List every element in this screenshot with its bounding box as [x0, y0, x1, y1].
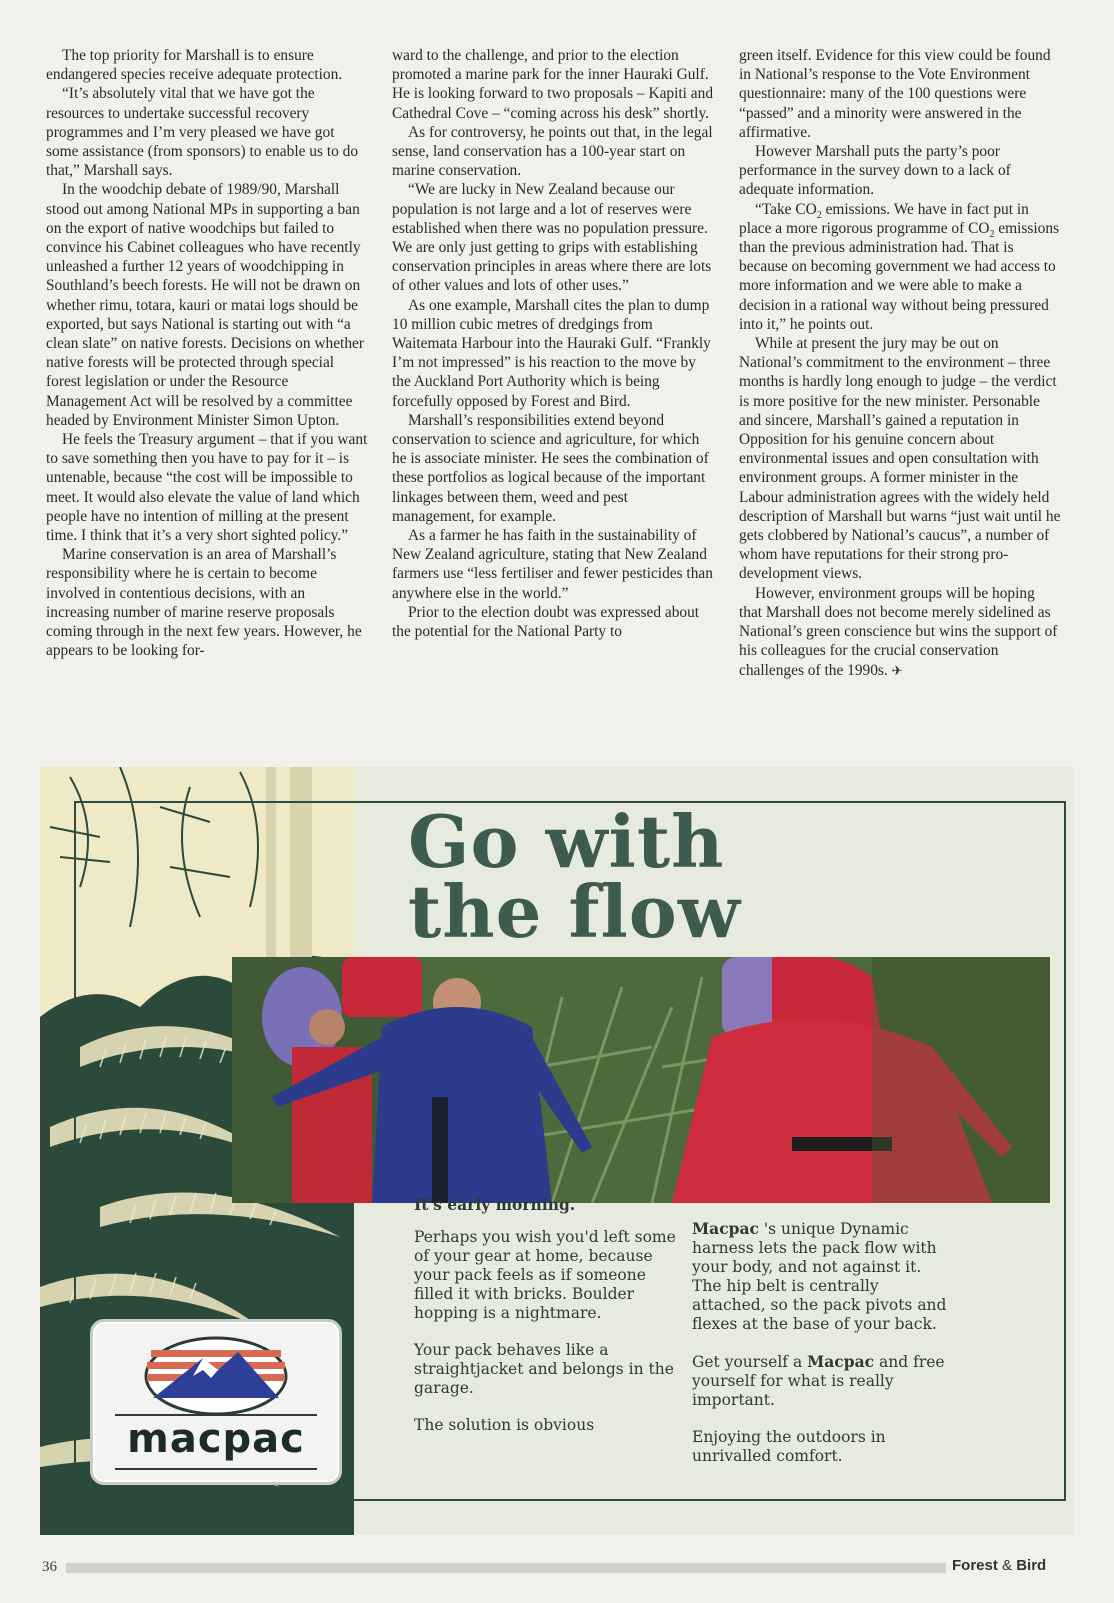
hikers-in-rain-icon — [232, 957, 1050, 1203]
article-paragraph: As one example, Marshall cites the plan to dump 10 million cubic metres of dredgings from Waitemata Harbour into the Hauraki Gulf. “Frankly I’m not impressed” is his reaction to the move by the Auckland Port Authority which is being forcefully opposed by Forest and Bird. — [392, 296, 711, 410]
article-column-1 — [46, 46, 368, 661]
subscript: 2 — [816, 209, 822, 221]
logo-wordmark: macpac — [127, 1416, 305, 1462]
ad-copy-right — [692, 1219, 954, 1484]
article-paragraph: While at present the jury may be out on National’s commitment to the environment – three months is hardly long enough to judge – the verdict is more positive for the new minister. Personable and sincere, Marshall’s gained a reputation in Opposition for his genuine concern about environmental issues and open consultation with environment groups. A former minister in the Labour administration agrees with the widely held description of Marshall but warns “just wait until he gets clobbered by National’s caucus”, a number of whom have reputations for their strong pro-development views. — [739, 335, 1061, 583]
article-paragraph: As for controversy, he points out that, in the legal sense, land conservation has a 100-year start on marine conservation. — [392, 123, 713, 180]
macpac-advertisement — [40, 767, 1074, 1535]
headline-line-1: Go with — [408, 799, 725, 884]
article-paragraph: Prior to the election doubt was expressed about the potential for the National Party to — [392, 603, 700, 641]
text-run: emissions. We have in fact put in place a more rigorous programme of CO — [739, 200, 1029, 237]
ad-paragraph — [692, 1219, 954, 1334]
article-paragraph: He feels the Treasury argument – that if you want to save something then you have to pay for it – is untenable, because “the cost will be impossible to meet. It would also elevate the value of land which people have no intention of milling at the present time. I think that it’s a very short sighted policy.” — [46, 431, 368, 545]
article-paragraph: green itself. Evidence for this view could be found in National’s response to the Vote Environment questionnaire: many of the 100 questions were “passed” and a minority were answered in the affirmative. — [739, 47, 1051, 141]
text-run: “Take CO — [755, 200, 817, 218]
article-paragraph: ward to the challenge, and prior to the election promoted a marine park for the inner Hauraki Gulf. He is looking forward to two proposals – Kapiti and Cathedral Cove – “coming across his desk” shortly. — [392, 47, 714, 122]
article-paragraph: As a farmer he has faith in the sustainability of New Zealand agriculture, stating that New Zealand farmers use “less fertiliser and fewer pesticides than anywhere else in the world.” — [392, 527, 713, 602]
ad-copy-left — [414, 1195, 676, 1453]
ad-paragraph: Your pack behaves like a straightjacket and belongs in the garage. — [414, 1341, 674, 1397]
ad-headline — [408, 799, 1008, 954]
ad-paragraph: The solution is obvious — [414, 1416, 595, 1434]
headline-line-2: the flow — [408, 869, 741, 954]
text-run: emissions than the previous administration had. That is because on becoming government we had access to more information and we were able to make a decision in a rational way without being pressured into it,” he points out. — [739, 219, 1060, 333]
text-run: and free yourself for what is really important. — [692, 1353, 945, 1409]
article-paragraph: In the woodchip debate of 1989/90, Marshall stood out among National MPs in supporting a ban on the export of native woodchips but failed to convince his Cabinet colleagues who have recently unleashed a further 12 years of woodchipping in Southland’s beech forests. He will not be drawn on whether rimu, totara, kauri or matai logs should be exported, but says National is starting out with “a clean slate” on native forests. Decisions on whether native forests will be protected through special forest legislation or under the Resource Management Act will be resolved by a committee headed by Environment Minister Simon Upton. — [46, 181, 364, 429]
article-paragraph-co2 — [739, 200, 1061, 334]
article-column-2 — [392, 46, 714, 641]
text-run: However, environment groups will be hoping that Marshall does not become merely sidelined as National’s green conscience but wins the support of his colleagues for the crucial conservation challenges of the 1990s. — [739, 584, 1058, 679]
mountain-logo-icon — [143, 1336, 289, 1416]
logo-rule-bottom — [115, 1468, 317, 1470]
article-paragraph: “It’s absolutely vital that we have got the resources to undertake successful recovery programmes and I’m very pleased we have got some assistance (from sponsors) to enable us to do that,” Marshall says. — [46, 85, 359, 180]
subscript: 2 — [989, 228, 995, 240]
magazine-word: Forest — [952, 1557, 998, 1574]
magazine-word: Bird — [1016, 1557, 1047, 1574]
ad-lead: It's early morning. — [414, 1195, 576, 1214]
article-paragraph-last — [739, 584, 1061, 680]
page-number: 36 — [42, 1559, 57, 1575]
article-paragraph: “We are lucky in New Zealand because our population is not large and a lot of reserves were established when there was no population pressure. We are only just getting to grips with establishing conservation principles in areas where there are lots of other values and lots of other uses.” — [392, 181, 712, 295]
article-column-3 — [739, 46, 1061, 680]
ad-paragraph: Perhaps you wish you'd left some of your gear at home, because your pack feels as if someone filled it with bricks. Boulder hopping is a nightmare. — [414, 1228, 676, 1322]
bird-end-mark-icon: ✈ — [891, 662, 903, 678]
text-run: 's unique Dynamic harness lets the pack flow with your body, and not against it. The hip belt is centrally attached, so the pack pivots and flexes at the base of your back. — [692, 1220, 947, 1333]
magazine-title — [952, 1557, 1046, 1574]
text-run: Get yourself a — [692, 1353, 808, 1371]
hikers-photo — [232, 957, 1050, 1203]
footer-rule — [66, 1563, 946, 1573]
brand-name: Macpac — [807, 1352, 875, 1371]
ad-paragraph: Enjoying the outdoors in unrivalled comfort. — [692, 1428, 886, 1465]
ad-paragraph — [692, 1352, 954, 1410]
brand-name: Macpac — [692, 1219, 759, 1238]
article-paragraph: Marine conservation is an area of Marshall’s responsibility where he is certain to become involved in contentious decisions, with an increasing number of marine reserve proposals coming through in the next few years. However, he appears to be looking for- — [46, 546, 362, 660]
article-paragraph: The top priority for Marshall is to ensure endangered species receive adequate protection. — [46, 47, 343, 84]
article-paragraph: Marshall’s responsibilities extend beyond conservation to science and agriculture, for which he is associate minister. He sees the combination of these portfolios as logical because of the important linkages between them, weed and pest management, for example. — [392, 411, 709, 525]
article-paragraph: However Marshall puts the party’s poor performance in the survey down to a lack of adequate information. — [739, 143, 1011, 199]
magazine-ampersand: & — [1002, 1557, 1013, 1574]
macpac-logo-patch — [90, 1319, 342, 1485]
